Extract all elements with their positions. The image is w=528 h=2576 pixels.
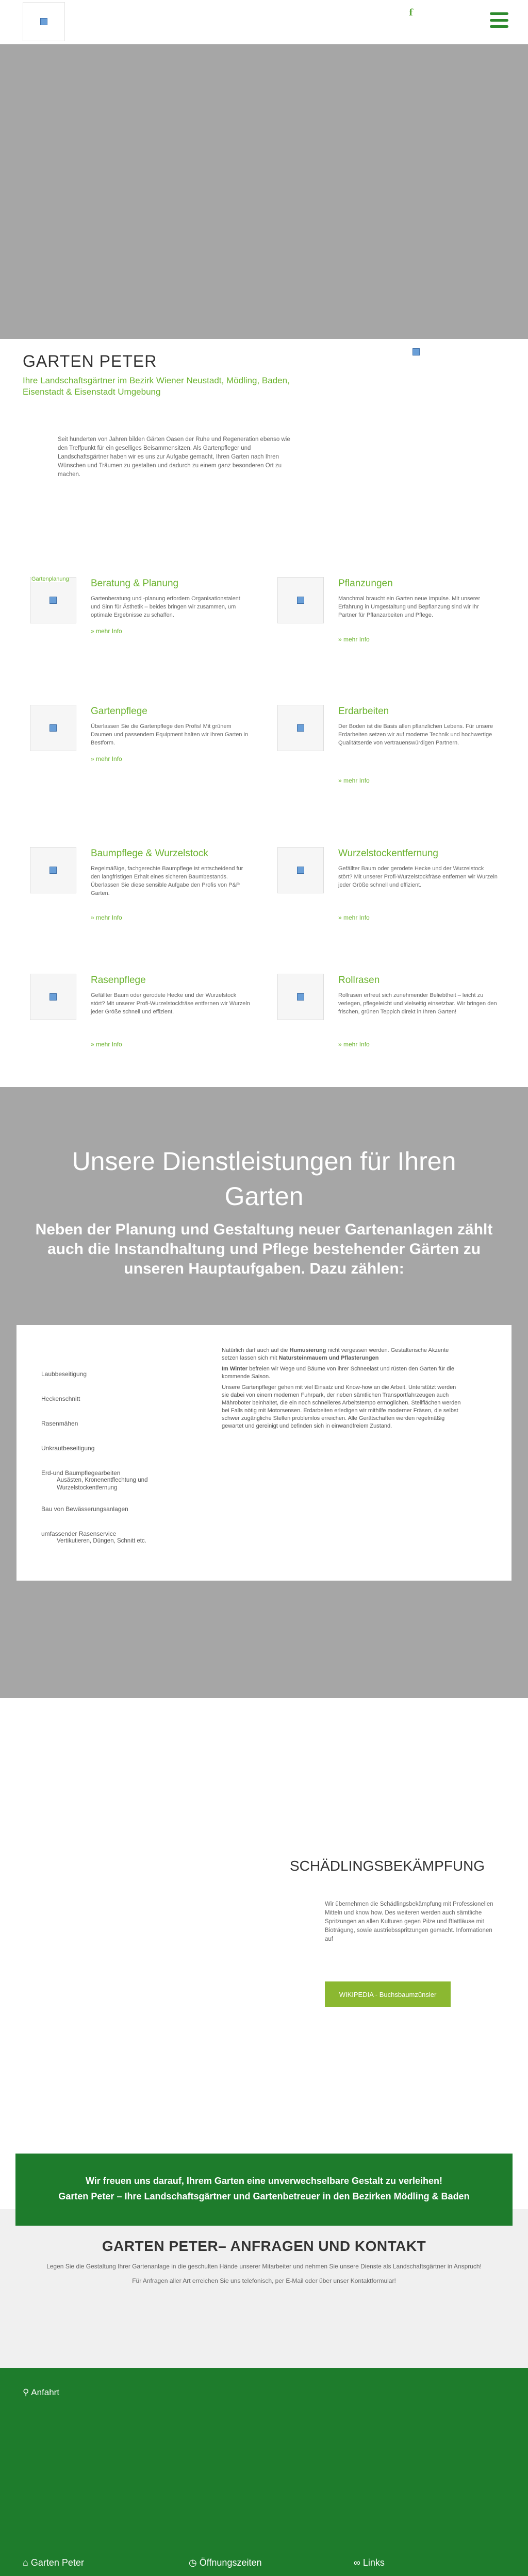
company-heading: ⌂ Garten Peter [23,2557,84,2568]
band-text: Neben der Planung und Gestaltung neuer Gartenanlagen zählt auch die Instandhaltung und Pflege bestehender Gärten zu unseren Hauptaufgaben. Dazu zählen: [35,1221,493,1277]
service-image [277,974,324,1020]
list-item: Unkrautbeseitigung [41,1445,95,1452]
hours-heading: ◷ Öffnungszeiten [189,2557,262,2568]
more-info-link[interactable]: » mehr Info [338,636,370,643]
service-text: Der Boden ist die Basis allen pflanzlichen Lebens. Für unsere Erdarbeiten setzen wir auf moderne Technik und hochwertige Qualitätserde von vertrauenswürdigen Partnern. [338,723,493,746]
description-paragraph: Unsere Gartenpfleger gehen mit viel Einsatz und Know-how an die Arbeit. Unterstützt werden sie dabei von einem modernen Fuhrpark, der neben sämtlichen Transportfahrzeugen auch Mähroboter beinhaltet, die ein noch schnelleres Arbeitstempo ermöglichen. Stellflächen werden bei Falls nötig mit Motorsensen. Erdarbeiten erledigen wir mithilfe moderner Fräsen, die selbst schwer zugängliche Stellen problemlos erreichen. Alle Gerätschaften werden regelmäßig gewartet und gereinigt und befinden sich in einwandfreiem Zustand. [222,1384,461,1429]
clock-icon: ◷ [189,2557,197,2568]
wikipedia-button[interactable]: WIKIPEDIA - Buchsbaumzünsler [325,1981,451,2007]
service-text: Gefällter Baum oder gerodete Hecke und der Wurzelstock stört? Mit unserer Profi-Wurzelstockfräse entfernen wir Wurzeln jeder Größe schnell und effizient. [338,866,498,888]
page-title: GARTEN PETER [23,352,157,370]
facebook-icon[interactable]: f [409,7,413,18]
map-pin-icon: ⚲ [23,2387,29,2397]
service-title[interactable]: Baumpflege & Wurzelstock [91,848,208,859]
list-item: Erd-und Baumpflegearbeiten [41,1469,121,1477]
list-item: umfassender Rasenservice [41,1530,117,1537]
service-title[interactable]: Beratung & Planung [91,578,179,589]
more-info-link[interactable]: » mehr Info [91,914,122,921]
service-text: Gefällter Baum oder gerodete Hecke und der Wurzelstock stört? Mit unserer Profi-Wurzelstockfräse entfernen wir Wurzeln jeder Größe schnell und effizient. [91,992,250,1015]
service-card [30,705,257,782]
anfahrt-heading[interactable]: ⚲ Anfahrt [23,2387,60,2397]
image-placeholder-icon [40,18,47,25]
description-paragraph: Natürlich darf auch auf die Humusierung nicht vergessen werden. Gestalterische Akzente setzen lassen sich mit Natursteinmauern und Pflasterungen [222,1347,449,1361]
service-text: Rollrasen erfreut sich zunehmender Beliebtheit – leicht zu verlegen, pflegeleicht und vielseitig einsetzbar. Wir bringen den frischen, grünen Teppich direkt in Ihren Garten! [338,992,497,1015]
more-info-link[interactable]: » mehr Info [338,1041,370,1048]
service-title[interactable]: Wurzelstockentfernung [338,848,438,859]
list-item: Laubbeseitigung [41,1370,87,1378]
hamburger-menu-icon[interactable] [490,12,508,28]
services-description [222,1347,464,1433]
band-title: Unsere Dienstleistungen für Ihren Garten [72,1147,456,1211]
service-card [277,847,504,940]
service-text: Gartenberatung und -planung erfordern Organisationstalent und Sinn für Ästhetik – beides bringen wir zusammen, um optimale Ergebnisse zu schaffen. [91,596,240,618]
description-paragraph: Im Winter befreien wir Wege und Bäume von ihrer Schneelast und rüsten den Garten für die kommende Saison. [222,1366,454,1380]
service-text: Manchmal braucht ein Garten neue Impulse. Mit unserer Erfahrung in Umgestaltung und Bepflanzung sind wir Ihr Partner für Pflanzarbeiten und Pflege. [338,596,481,618]
pest-control-title: SCHÄDLINGSBEKÄMPFUNG [290,1858,485,1874]
link-icon: ∞ [354,2557,360,2568]
cta-line: Garten Peter – Ihre Landschaftsgärtner und Gartenbetreuer in den Bezirken Mödling & Baden [58,2191,470,2201]
cta-banner [15,2154,513,2226]
service-image [30,577,76,623]
intro-text: Seit hunderten von Jahren bilden Gärten Oasen der Ruhe und Regeneration ebenso wie den Treffpunkt für ein geselliges Beisammensitzen. Als Gartenpfleger und Landschaftsgärtner haben wir es uns zur Aufgabe gemacht, Ihren Garten nach Ihren Wünschen und Träumen zu gestalten und dadurch zu einem ganz besonderen Ort zu machen. [58,436,290,478]
site-footer [0,2368,528,2576]
pest-control-text: Wir übernehmen die Schädlingsbekämpfung mit Professionellen Mitteln und know how. Des weiteren werden auch sämtliche Spritzungen an allen Kulturen gegen Pilze und Blattläuse mit Bioträgung, sowie austriebsspritzungen gemacht. Informationen auf [325,1901,493,1942]
services-list-card [16,1325,512,1581]
image-placeholder-icon [50,993,57,1001]
list-subitem: Ausästen, Kronenentflechtung und Wurzelstockentfernung [57,1477,148,1491]
image-placeholder-icon [297,597,304,604]
service-image [277,847,324,893]
site-header [0,0,528,44]
more-info-link[interactable]: » mehr Info [91,755,122,762]
service-card [30,974,257,1061]
service-card [277,577,504,665]
service-title[interactable]: Pflanzungen [338,578,393,589]
intro-subtitle: Ihre Landschaftsgärtner im Bezirk Wiener Neustadt, Mödling, Baden, Eisenstadt & Eisenstadt Umgebung [23,376,290,397]
more-info-link[interactable]: » mehr Info [91,1041,122,1048]
service-image [30,847,76,893]
list-item: Heckenschnitt [41,1395,80,1402]
image-caption: Gartenplanung [31,576,69,582]
logo[interactable] [23,2,65,41]
more-info-link[interactable]: » mehr Info [91,628,122,635]
service-card [277,705,504,803]
intro-section [0,339,528,555]
links-heading: ∞ Links [354,2557,385,2568]
image-placeholder-icon [50,867,57,874]
image-placeholder-icon [50,597,57,604]
list-item: Bau von Bewässerungsanlagen [41,1505,128,1513]
service-card [277,974,504,1061]
service-card [30,847,257,940]
services-list [41,1370,206,1545]
service-text: Regelmäßige, fachgerechte Baumpflege ist entscheidend für den langfristigen Erhalt eines sicheren Baumbestands. Überlassen Sie diese sensible Aufgabe den Profis von P&P Garten. [91,866,243,896]
service-image [277,577,324,623]
service-title[interactable]: Erdarbeiten [338,706,389,717]
service-title[interactable]: Rollrasen [338,975,380,986]
image-placeholder-icon [297,724,304,732]
contact-text: Legen Sie die Gestaltung Ihrer Gartenanlage in die geschulten Hände unserer Mitarbeiter und nehmen Sie unsere Dienste als Landschaftsgärtner in Anspruch! [46,2263,482,2270]
contact-section [0,2209,528,2368]
contact-title: GARTEN PETER– ANFRAGEN UND KONTAKT [102,2238,426,2254]
service-card [30,577,257,654]
service-image [30,974,76,1020]
image-placeholder-icon [297,993,304,1001]
list-subitem: Vertikutieren, Düngen, Schnitt etc. [57,1538,146,1544]
image-placeholder-icon [50,724,57,732]
cta-line: Wir freuen uns darauf, Ihrem Garten eine unverwechselbare Gestalt zu verleihen! [85,2176,443,2186]
image-placeholder-icon [412,348,420,355]
service-image [277,705,324,751]
image-placeholder-icon [297,867,304,874]
service-image [30,705,76,751]
service-text: Überlassen Sie die Gartenpflege den Profis! Mit grünem Daumen und passendem Equipment halten wir Ihren Garten in Bestform. [91,723,249,746]
service-title[interactable]: Gartenpflege [91,706,147,717]
home-icon: ⌂ [23,2557,28,2568]
list-item: Rasenmähen [41,1420,78,1427]
contact-text: Für Anfragen aller Art erreichen Sie uns telefonisch, per E-Mail oder über unser Kontaktformular! [132,2277,396,2284]
more-info-link[interactable]: » mehr Info [338,914,370,921]
hero-image [0,44,528,339]
more-info-link[interactable]: » mehr Info [338,777,370,784]
service-title[interactable]: Rasenpflege [91,975,146,986]
